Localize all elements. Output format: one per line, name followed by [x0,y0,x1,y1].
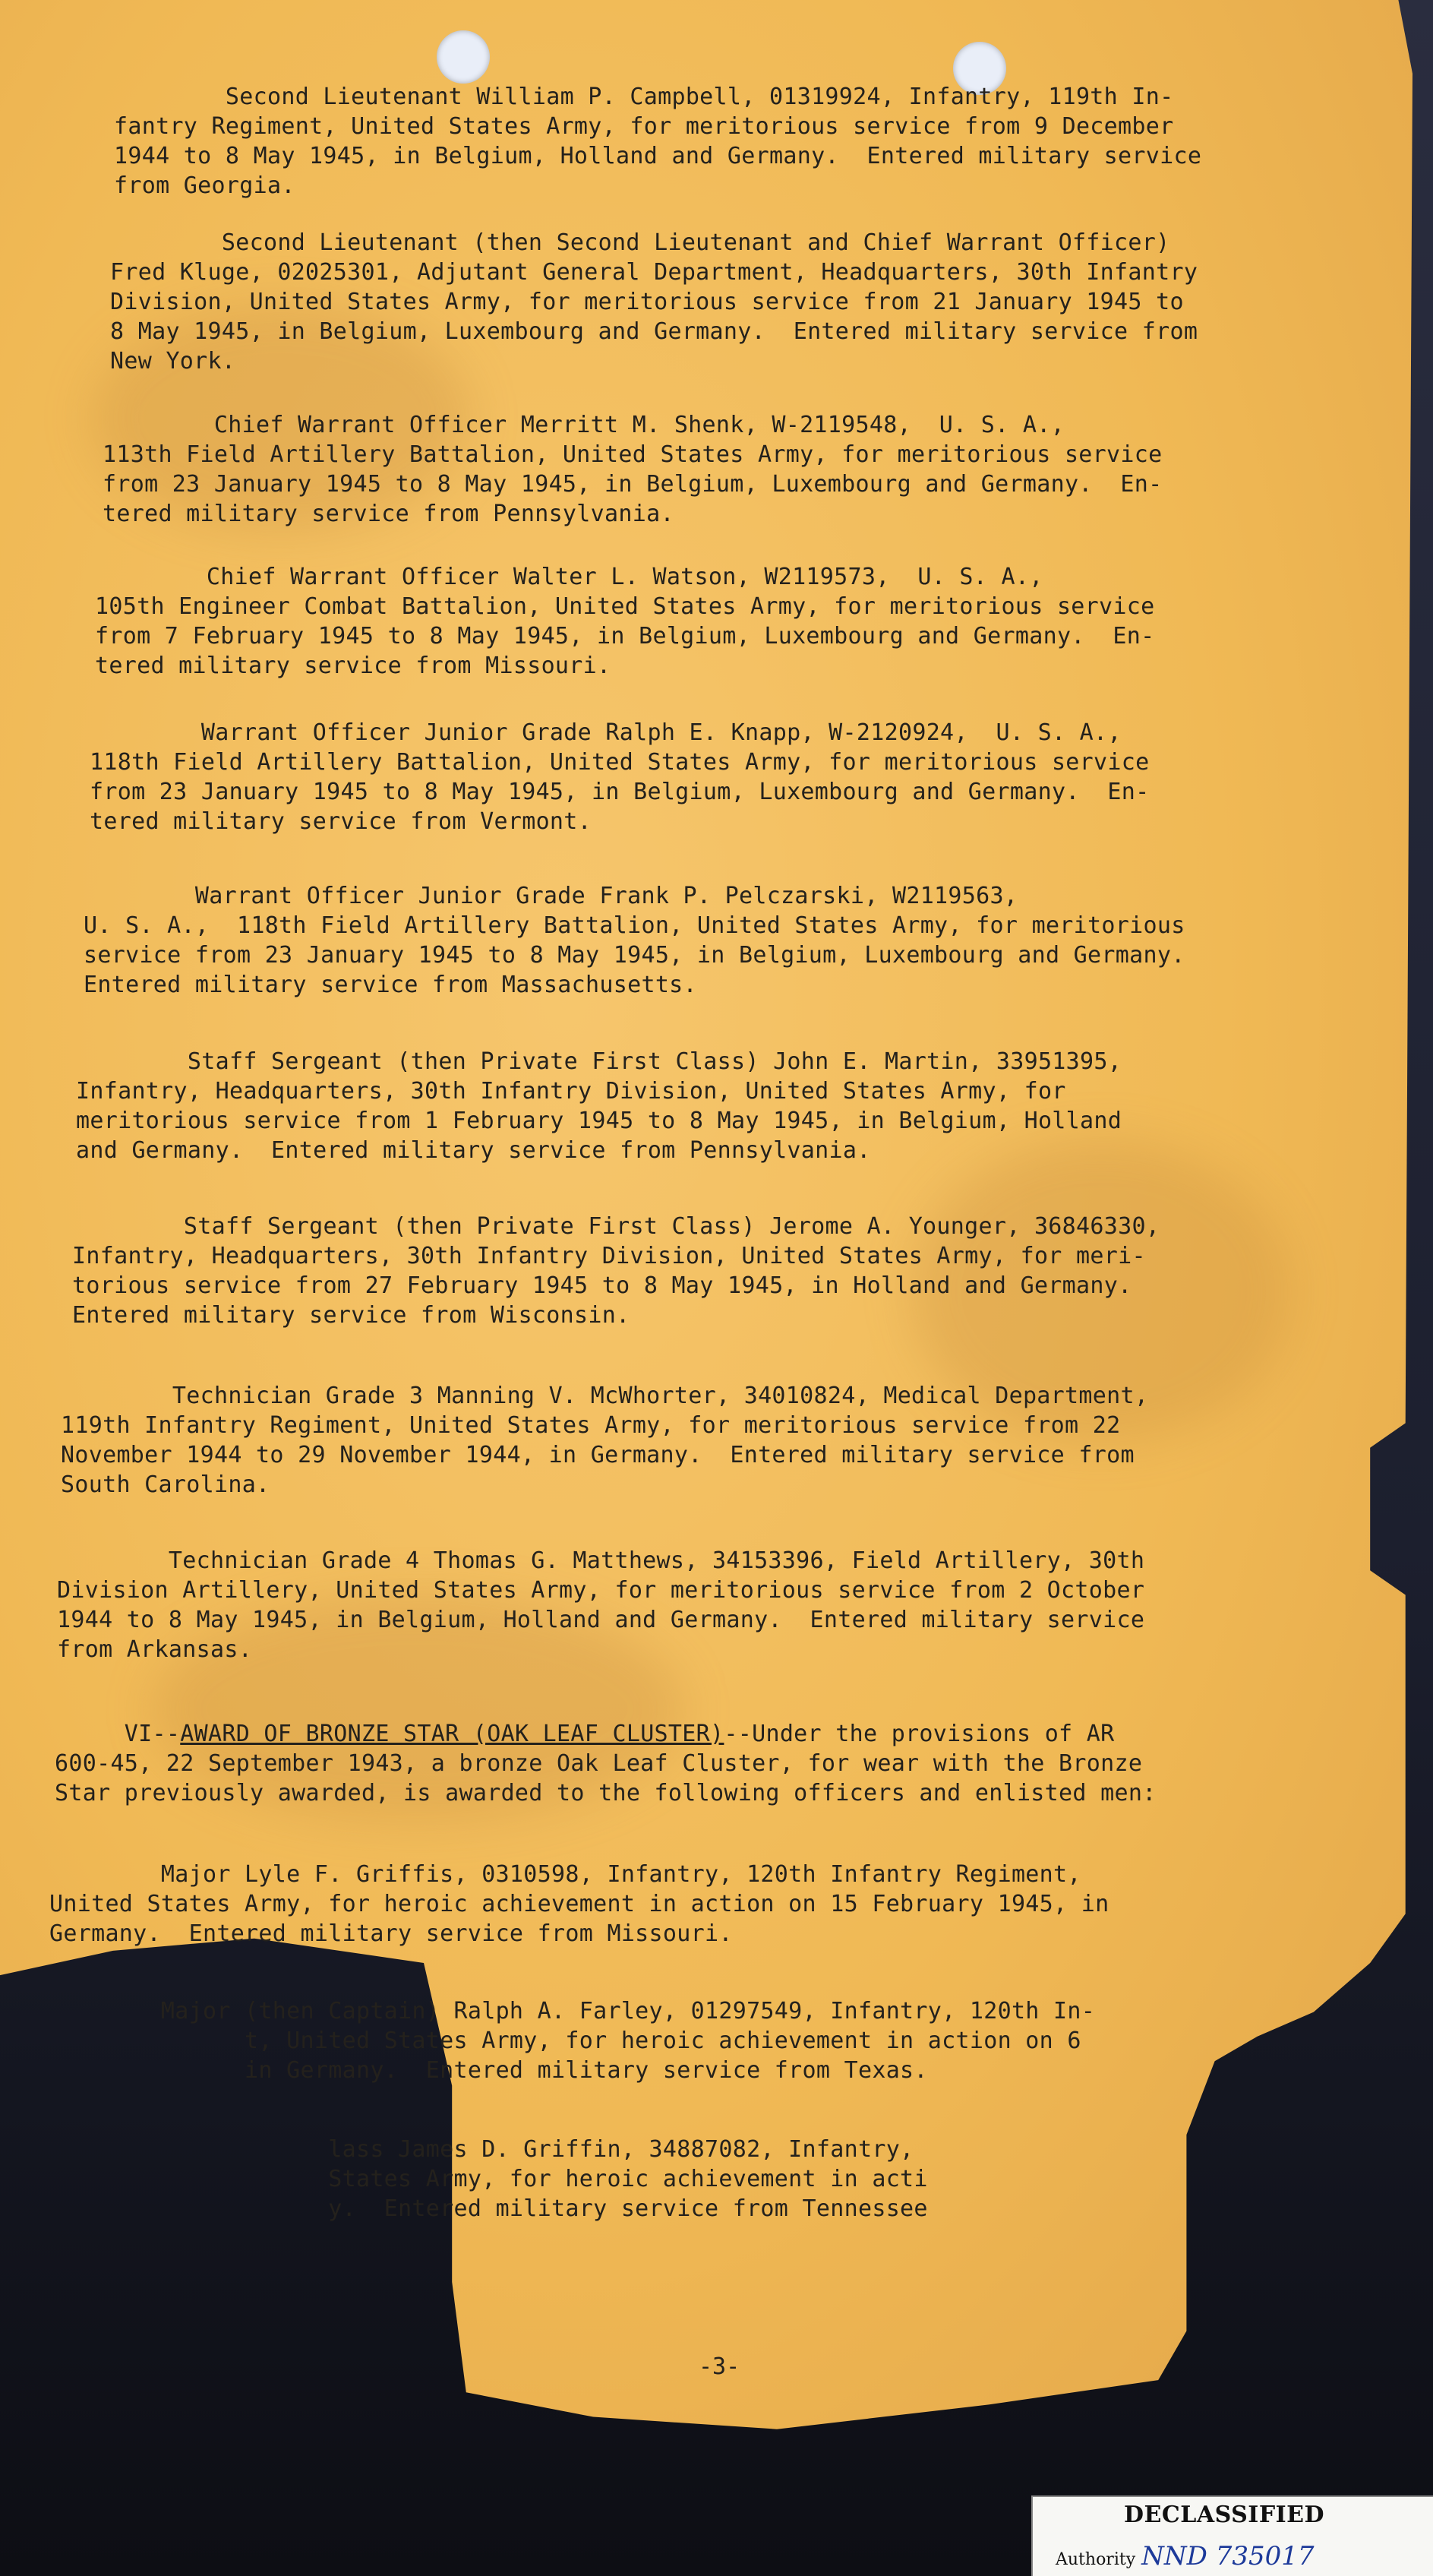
text-line: from Arkansas. [57,1636,253,1663]
stamp-authority [1056,2541,1315,2571]
page-number: -3- [699,2353,740,2380]
text-line: Chief Warrant Officer Walter L. Watson, W2119573, U. S. A., [95,564,1043,590]
text-line: Technician Grade 3 Manning V. McWhorter, 34010824, Medical Department, [61,1383,1149,1409]
text-line: service from 23 January 1945 to 8 May 1945, in Belgium, Luxembourg and Germany. [84,942,1185,969]
text-line: Major (then Captain) Ralph A. Farley, 01297549, Infantry, 120th In- [49,1998,1096,2024]
award-entry-mcwhorter [61,1381,1397,1500]
award-entry-farley [49,1996,1386,2085]
text-line: tered military service from Missouri. [95,653,611,679]
text-line: meritorious service from 1 February 1945 to 8 May 1945, in Belgium, Holland [76,1108,1122,1134]
section-vi [55,1719,1391,1808]
text-line: Staff Sergeant (then Private First Class) John E. Martin, 33951395, [76,1048,1122,1075]
declassified-stamp [1031,2495,1433,2576]
award-entry-shenk [103,410,1433,529]
text-line: Division Artillery, United States Army, for meritorious service from 2 October [57,1577,1145,1604]
text-line: torious service from 27 February 1945 to 8 May 1945, in Holland and Germany. [72,1272,1132,1299]
text-line: South Carolina. [61,1471,270,1498]
section-heading: AWARD OF BRONZE STAR (OAK LEAF CLUSTER) [180,1721,724,1747]
award-entry-griffin [49,2135,1386,2224]
text-line: Second Lieutenant William P. Campbell, 01319924, Infantry, 119th In- [114,84,1174,110]
award-entry-younger [72,1212,1409,1330]
text-line: Infantry, Headquarters, 30th Infantry Division, United States Army, for [76,1078,1066,1105]
text-line: Infantry, Headquarters, 30th Infantry Division, United States Army, for meri- [72,1243,1146,1269]
text-line: Fred Kluge, 02025301, Adjutant General Department, Headquarters, 30th Infantry [110,259,1198,286]
text-line: from 7 February 1945 to 8 May 1945, in Belgium, Luxembourg and Germany. En- [95,623,1155,650]
text-line: 600-45, 22 September 1943, a bronze Oak Leaf Cluster, for wear with the Bronze [55,1750,1143,1777]
text-line: and Germany. Entered military service from Pennsylvania. [76,1137,871,1164]
text-line: U. S. A., 118th Field Artillery Battalion, United States Army, for meritorious [84,912,1185,939]
text-line: 119th Infantry Regiment, United States Army, for meritorious service from 22 [61,1412,1121,1439]
award-entry-matthews [57,1546,1394,1664]
award-entry-pelczarski [84,881,1420,1000]
award-entry-watson [95,562,1431,681]
text-line: Warrant Officer Junior Grade Frank P. Pelczarski, W2119563, [84,883,1018,909]
text-line: tered military service from Pennsylvania. [103,501,674,527]
text-line: Technician Grade 4 Thomas G. Matthews, 34153396, Field Artillery, 30th [57,1547,1145,1574]
text-line: Entered military service from Wisconsin. [72,1302,630,1329]
section-heading-rest: --Under the provisions of AR [724,1721,1115,1747]
text-line: Warrant Officer Junior Grade Ralph E. Knapp, W-2120924, U. S. A., [90,719,1122,746]
text-line: 105th Engineer Combat Battalion, United States Army, for meritorious service [95,593,1155,620]
punch-hole-left [437,30,490,84]
stamp-authority-value: NND 735017 [1141,2541,1315,2571]
text-line: Entered military service from Massachusetts. [84,972,697,998]
stamp-title: DECLASSIFIED [1124,2502,1325,2528]
text-line: 113th Field Artillery Battalion, United States Army, for meritorious service [103,441,1163,468]
text-line: States Army, for heroic achievement in acti [49,2166,928,2192]
text-line: Germany. Entered military service from Missouri. [49,1920,733,1947]
section-heading-line [55,1719,1391,1749]
text-line: 118th Field Artillery Battalion, United States Army, for meritorious service [90,749,1150,776]
text-line: New York. [110,348,236,375]
stamp-authority-label: Authority [1056,2550,1136,2569]
text-line: tered military service from Vermont. [90,808,592,835]
text-line: Division, United States Army, for meritorious service from 21 January 1945 to [110,289,1184,315]
text-line: November 1944 to 29 November 1944, in Germany. Entered military service from [61,1442,1135,1468]
text-line: 1944 to 8 May 1945, in Belgium, Holland and Germany. Entered military service [57,1607,1145,1633]
text-line: Major Lyle F. Griffis, 0310598, Infantry, 120th Infantry Regiment, [49,1861,1081,1888]
section-prefix: VI-- [55,1721,181,1747]
text-line: t, United States Army, for heroic achievement in action on 6 [49,2028,1081,2054]
text-line: from 23 January 1945 to 8 May 1945, in Belgium, Luxembourg and Germany. En- [103,471,1163,498]
text-line: Chief Warrant Officer Merritt M. Shenk, W-2119548, U. S. A., [103,412,1065,438]
text-line: 1944 to 8 May 1945, in Belgium, Holland and Germany. Entered military service [114,143,1202,169]
award-entry-martin [76,1047,1412,1165]
text-line: y. Entered military service from Tennessee [49,2195,928,2222]
text-line: Second Lieutenant (then Second Lieutenant and Chief Warrant Officer) [110,229,1170,256]
text-line: fantry Regiment, United States Army, for meritorious service from 9 December [114,113,1174,140]
text-line: from 23 January 1945 to 8 May 1945, in Belgium, Luxembourg and Germany. En- [90,779,1150,805]
text-line: United States Army, for heroic achievement in action on 15 February 1945, in [49,1891,1109,1917]
text-line: Star previously awarded, is awarded to the following officers and enlisted men: [55,1780,1157,1806]
text-line: from Georgia. [114,172,295,199]
award-entry-kluge [110,228,1433,376]
text-line: Staff Sergeant (then Private First Class) Jerome A. Younger, 36846330, [72,1213,1160,1240]
text-line: in Germany. Entered military service from Texas. [49,2057,928,2084]
award-entry-campbell [114,82,1433,201]
text-line: 8 May 1945, in Belgium, Luxembourg and Germany. Entered military service from [110,318,1198,345]
text-line: lass James D. Griffin, 34887082, Infantry, [49,2136,914,2163]
award-entry-griffis [49,1860,1386,1949]
award-entry-knapp [90,718,1426,836]
